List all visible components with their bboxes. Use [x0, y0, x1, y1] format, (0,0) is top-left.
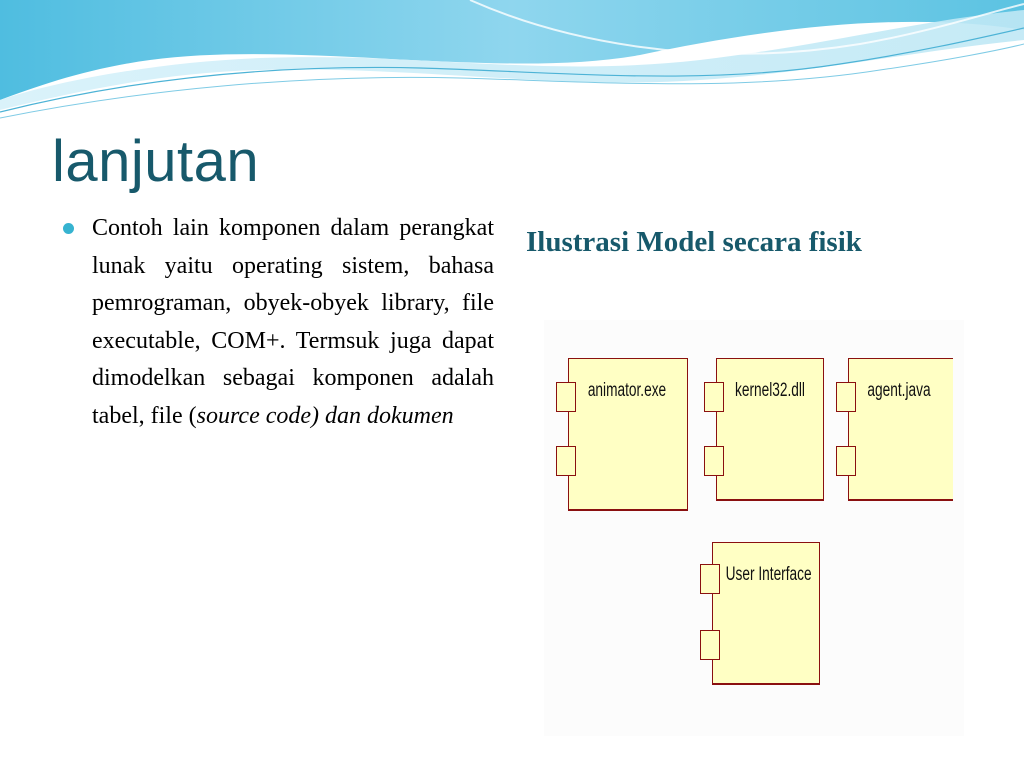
component-port [556, 446, 576, 476]
component-port [700, 630, 720, 660]
illustration-title: Ilustrasi Model secara fisik [526, 226, 862, 258]
component-port [556, 382, 576, 412]
component-label: User Interface [725, 564, 812, 585]
component-port [836, 382, 856, 412]
component-label: agent.java [867, 380, 931, 401]
component-agent [836, 358, 952, 500]
slide-title: lanjutan [52, 129, 260, 194]
bullet-text [92, 210, 494, 435]
component-diagram [544, 320, 964, 736]
component-port [704, 382, 724, 412]
component-port [836, 446, 856, 476]
component-animator [556, 358, 688, 510]
component-user-interface [700, 542, 822, 684]
component-label: animator.exe [587, 380, 667, 401]
header-wave-decoration [0, 0, 1024, 120]
bullet-list [60, 210, 494, 435]
bullet-icon [63, 223, 74, 234]
bullet-text-italic: source code) dan dokumen [196, 402, 454, 429]
component-port [704, 446, 724, 476]
component-port [700, 564, 720, 594]
component-kernel32 [704, 358, 826, 500]
component-label: kernel32.dll [735, 380, 805, 401]
bullet-text-regular: Contoh lain komponen dalam perangkat lunak yaitu operating sistem, bahasa pemrograman, obyek-obyek library, file executable, COM+. Termsuk juga dapat dimodelkan sebagai komponen adalah tabel, file ( [92, 215, 494, 429]
